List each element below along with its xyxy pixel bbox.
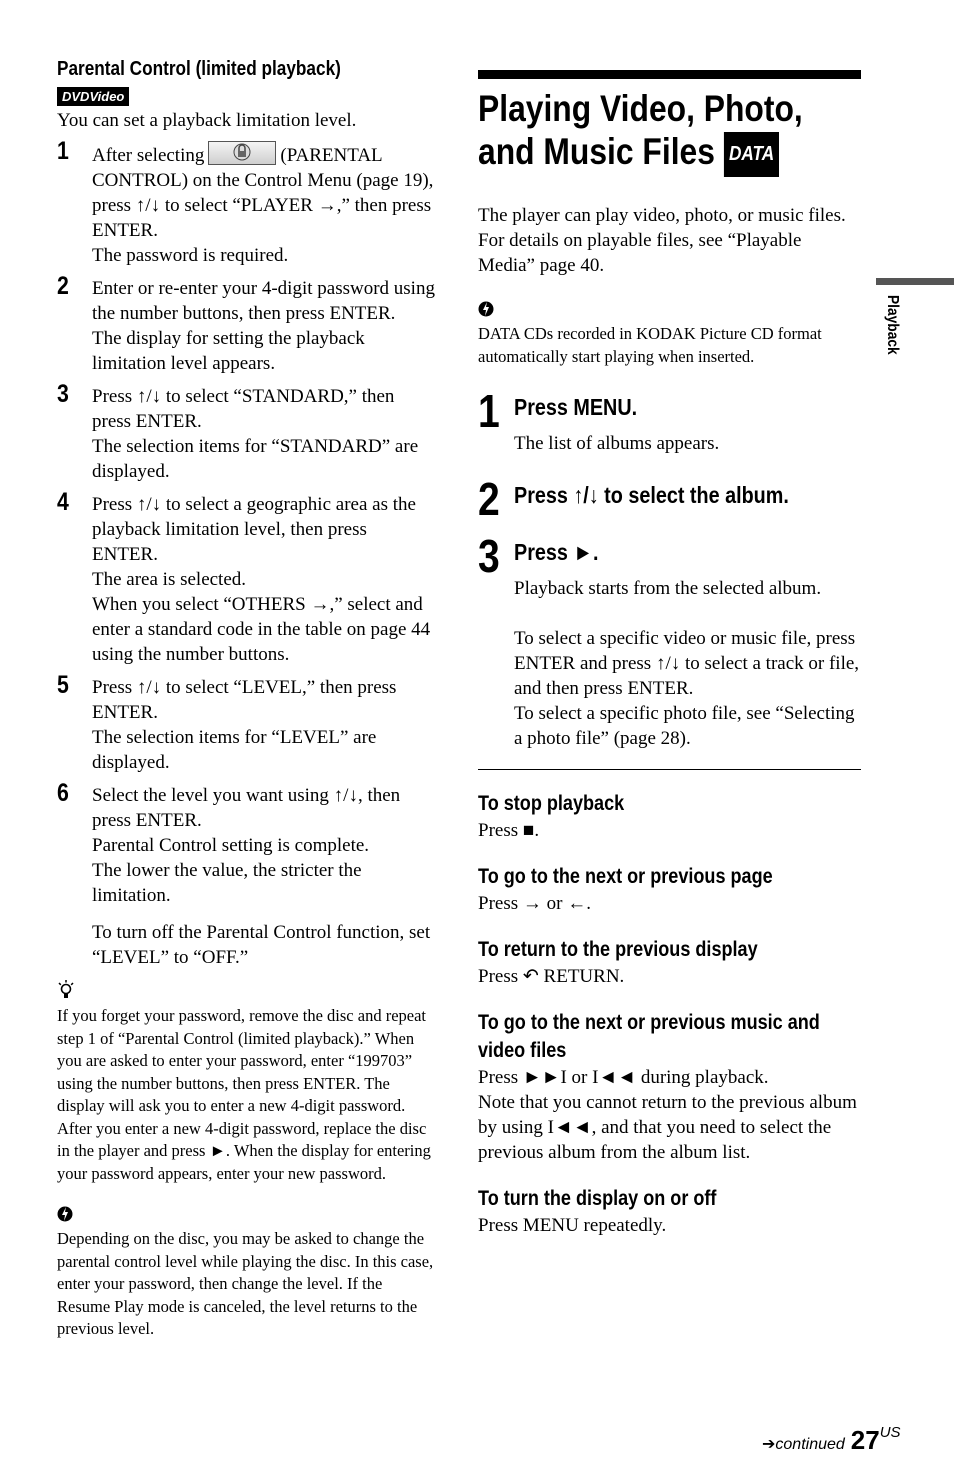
step-result-2: The lower the value, the stricter the limitation.	[92, 860, 362, 906]
step-text: After selecting	[92, 145, 205, 166]
step-2	[57, 272, 437, 376]
step-2	[478, 473, 861, 525]
right-column	[478, 70, 861, 1238]
step-result: The area is selected.	[92, 569, 247, 590]
step-4	[57, 488, 437, 667]
step-text: Select the level you want using ↑/↓, then press ENTER.	[92, 785, 401, 831]
step-body-2: To select a specific video or music file, press ENTER and press ↑/↓ to select a track or file, and then press ENTER.	[514, 628, 860, 699]
step-body: Playback starts from the selected album.	[514, 578, 822, 599]
sub-body: Press MENU repeatedly.	[478, 1215, 667, 1236]
step-result-2: When you select “OTHERS →,” select and enter a standard code in the table on page 44 using the number buttons.	[92, 594, 431, 665]
sub-display-toggle	[478, 1185, 861, 1238]
sub-heading: To stop playback	[478, 792, 625, 815]
step-number: 6	[57, 779, 69, 807]
sub-heading: To turn the display on or off	[478, 1187, 717, 1210]
note-icon	[478, 300, 861, 323]
tip-lightbulb-icon	[57, 980, 437, 1005]
step-heading: Press ►.	[514, 539, 599, 565]
step-heading: Press ↑/↓ to select the album.	[514, 482, 789, 508]
step-number: 3	[478, 530, 500, 582]
sub-body: Press ■.	[478, 820, 540, 841]
title-rule	[478, 70, 861, 79]
step-result: The display for setting the playback limitation level appears.	[92, 328, 365, 374]
step-result-3: To turn off the Parental Control function, set “LEVEL” to “OFF.”	[92, 922, 431, 968]
step-number: 2	[478, 473, 500, 525]
dvd-video-badge: DVDVideo	[57, 87, 129, 106]
side-tab-bar	[876, 278, 954, 285]
parental-control-icon	[208, 141, 276, 165]
step-number: 3	[57, 380, 69, 408]
sub-body: Press ►►I or I◄◄ during playback.	[478, 1067, 769, 1088]
page-title-line2: and Music Files	[478, 131, 715, 172]
page-footer	[762, 1424, 901, 1456]
step-result: The selection items for “LEVEL” are displayed.	[92, 727, 377, 773]
step-3	[478, 530, 861, 751]
side-tab-text: Playback	[884, 295, 901, 355]
section-divider	[478, 769, 861, 770]
step-number: 2	[57, 272, 69, 300]
sub-stop-playback	[478, 790, 861, 843]
step-text: Enter or re-enter your 4-digit password using the number buttons, then press ENTER.	[92, 278, 435, 324]
page-number: 27	[850, 1425, 880, 1455]
sub-heading: To return to the previous display	[478, 938, 758, 961]
page-suffix: US	[879, 1424, 901, 1441]
step-text-cont: (PARENTAL CONTROL) on the Control Menu (page 19), press ↑/↓ to select “PLAYER →,” then press ENTER.	[92, 145, 434, 241]
step-text: Press ↑/↓ to select “STANDARD,” then press ENTER.	[92, 386, 395, 432]
intro-text: The player can play video, photo, or music files. For details on playable files, see “Playable Media” page 40.	[478, 205, 846, 276]
intro-text: You can set a playback limitation level.	[57, 110, 357, 131]
step-number: 5	[57, 671, 69, 699]
side-tab-label	[877, 295, 905, 375]
step-number: 4	[57, 488, 69, 516]
sub-heading: To go to the next or previous music and	[478, 1011, 820, 1034]
step-number: 1	[478, 385, 500, 437]
sub-body: Press ↶ RETURN.	[478, 966, 625, 987]
sub-return-display	[478, 936, 861, 989]
note-icon	[57, 1205, 437, 1228]
step-body-3: To select a specific photo file, see “Selecting a photo file” (page 28).	[514, 703, 855, 749]
step-result: Parental Control setting is complete.	[92, 835, 370, 856]
sub-heading: To go to the next or previous page	[478, 865, 773, 888]
step-6	[57, 779, 437, 970]
step-text: Press ↑/↓ to select a geographic area as the playback limitation level, then press ENTER.	[92, 494, 416, 565]
tip-text: If you forget your password, remove the disc and repeat step 1 of “Parental Control (limited playback).” When you are asked to enter your password, enter “199703” using the number buttons, then press ENTER. The display will ask you to enter a new 4-digit password. After you enter a new 4-digit password, replace the disc in the player and press ►. When the display for entering your password appears, enter your new password.	[57, 1006, 431, 1183]
left-column	[57, 58, 437, 1341]
step-result: The selection items for “STANDARD” are displayed.	[92, 436, 419, 482]
step-heading: Press MENU.	[514, 394, 638, 420]
section-heading: Parental Control (limited playback)	[57, 58, 341, 80]
page-title-line1: Playing Video, Photo,	[478, 88, 803, 129]
step-text: Press ↑/↓ to select “LEVEL,” then press ENTER.	[92, 677, 397, 723]
step-number: 1	[57, 137, 69, 165]
step-3	[57, 380, 437, 484]
note-text: DATA CDs recorded in KODAK Picture CD format automatically start playing when inserted.	[478, 324, 822, 366]
continued-label: continued	[775, 1436, 845, 1453]
sub-heading-2: video files	[478, 1039, 567, 1062]
step-5	[57, 671, 437, 775]
continued-arrow-icon: ➔	[762, 1434, 776, 1453]
sub-body-2: Note that you cannot return to the previous album by using I◄◄, and that you need to select the previous album from the album list.	[478, 1092, 857, 1163]
step-body: The list of albums appears.	[514, 433, 720, 454]
sub-body: Press → or ←.	[478, 893, 591, 914]
step-result: The password is required.	[92, 245, 289, 266]
step-1	[478, 385, 861, 456]
note-text: Depending on the disc, you may be asked to change the parental control level while playing the disc. In this case, enter your password, then change the level. If the Resume Play mode is canceled, the level returns to the previous level.	[57, 1229, 434, 1338]
page-title	[478, 87, 807, 177]
sub-next-prev-page	[478, 863, 861, 916]
sub-next-prev-files	[478, 1009, 861, 1165]
step-1	[57, 137, 437, 268]
data-badge: DATA	[724, 132, 780, 177]
